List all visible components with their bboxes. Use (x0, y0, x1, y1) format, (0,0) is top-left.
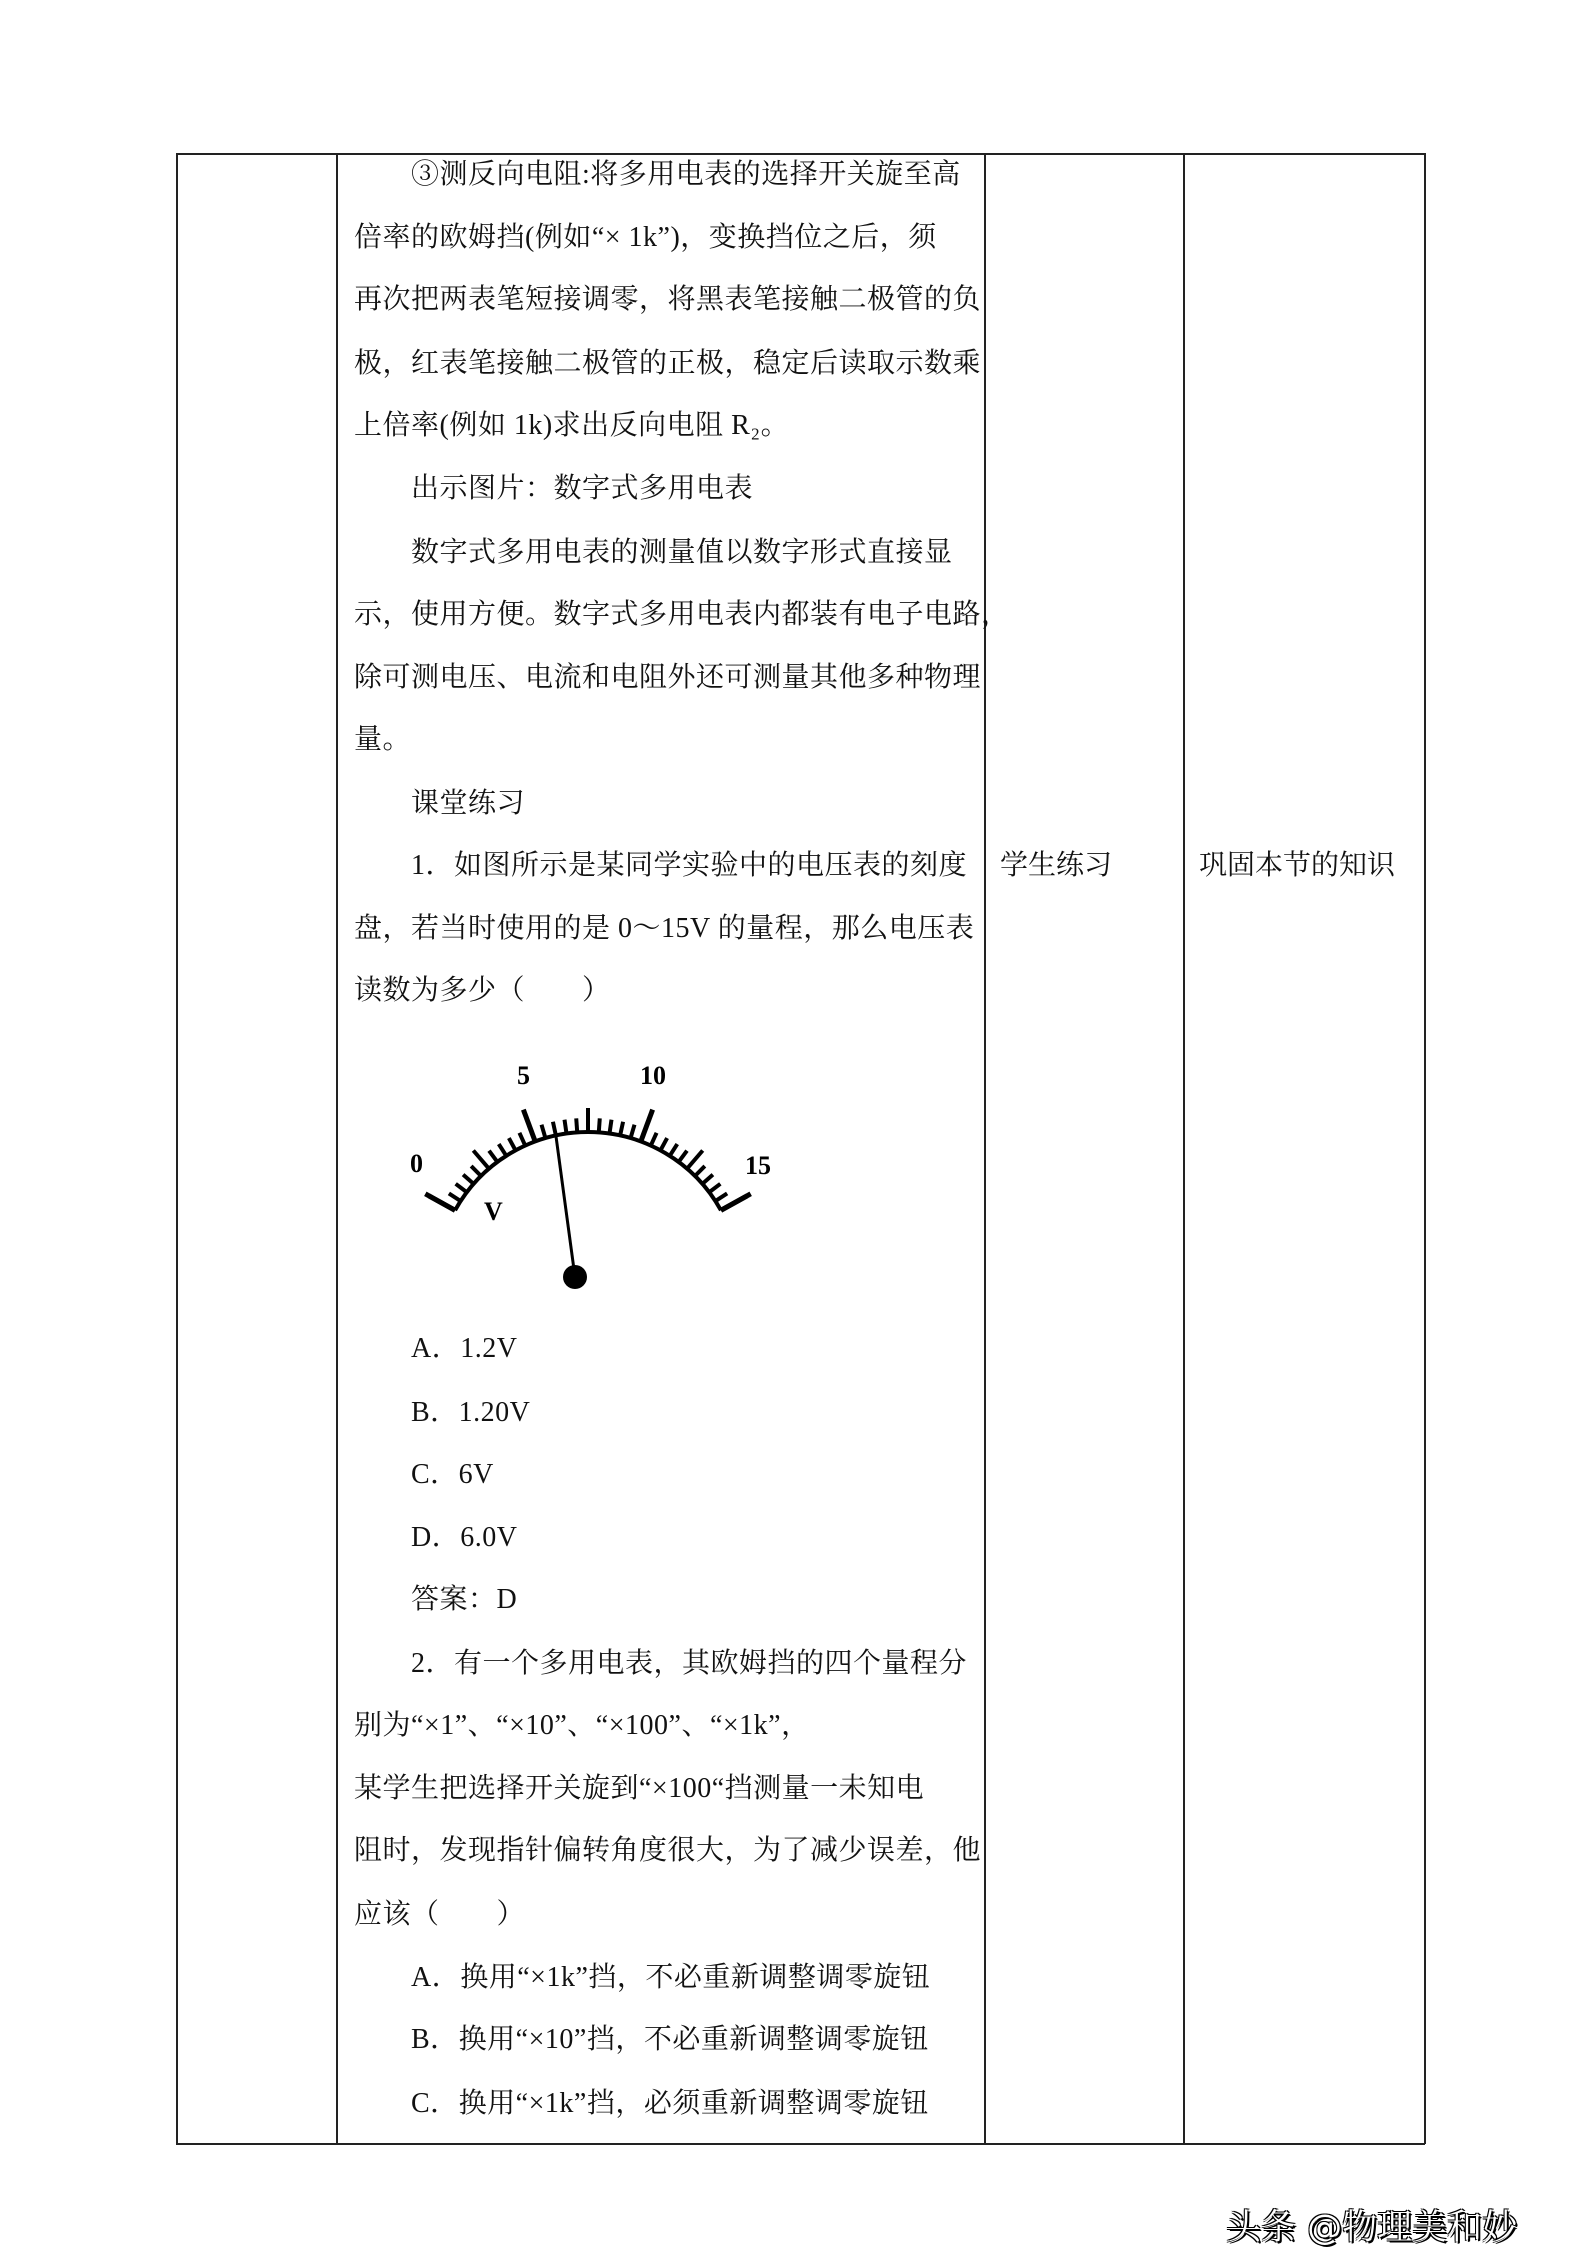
table-col-border (176, 153, 178, 2144)
dial-end-bracket (429, 1196, 455, 1211)
table-col-border (336, 153, 338, 2144)
dial-ticks (425, 1108, 750, 1210)
content-line: A．换用“×1k”挡，不必重新调整调零旋钮 (411, 1962, 931, 1993)
dial-tick (660, 1138, 667, 1150)
content-line: 极，红表笔接触二极管的正极，稳定后读取示数乘 (354, 348, 982, 379)
dial-tick (709, 1184, 720, 1192)
dial-label-0: 0 (410, 1149, 423, 1178)
content-line: B．1.20V (411, 1397, 531, 1428)
content-line: 答案：D (411, 1584, 518, 1615)
table-col-border (1183, 153, 1185, 2144)
content-line: 再次把两表笔短接调零，将黑表笔接触二极管的负 (354, 284, 982, 315)
table-col-border (1424, 153, 1426, 2144)
dial-label-5: 5 (517, 1061, 530, 1090)
dial-end-bracket (721, 1196, 747, 1211)
dial-needle (556, 1135, 575, 1277)
content-line: 量。 (354, 724, 412, 755)
dial-tick (670, 1144, 678, 1156)
content-line: 出示图片：数字式多用电表 (411, 473, 754, 504)
watermark: 头条 @物理美和妙 (1226, 2208, 1518, 2248)
dial-tick (715, 1193, 727, 1201)
content-line: 1．如图所示是某同学实验中的电压表的刻度 (411, 850, 968, 881)
dial-tick (687, 1151, 703, 1169)
dial-tick (576, 1118, 577, 1132)
content-line: 数字式多用电表的测量值以数字形式直接显 (411, 537, 953, 568)
dial-tick (641, 1110, 653, 1142)
table-bottom-border (176, 2143, 1425, 2145)
dial-tick (509, 1138, 516, 1150)
content-line: 某学生把选择开关旋到“×100“挡测量一未知电 (354, 1773, 925, 1804)
dial-tick (565, 1120, 567, 1134)
dial-tick (499, 1144, 507, 1156)
content-line: 上倍率(例如 1k)求出反向电阻 R₂。 (354, 410, 790, 441)
design-intent-text: 巩固本节的知识 (1199, 850, 1396, 881)
content-line: C．换用“×1k”挡，必须重新调整调零旋钮 (411, 2088, 929, 2119)
table-top-border (176, 153, 1425, 155)
content-line: 示，使用方便。数字式多用电表内都装有电子电路， (354, 599, 1010, 630)
dial-tick (679, 1151, 687, 1162)
table-col-border (984, 153, 986, 2144)
content-line: A．1.2V (411, 1333, 518, 1364)
dial-tick (631, 1125, 635, 1138)
needle-pivot (563, 1265, 587, 1289)
dial-tick (463, 1175, 474, 1184)
dial-tick (702, 1175, 713, 1184)
content-line: C．6V (411, 1459, 494, 1490)
dial-label-15: 15 (745, 1151, 771, 1180)
content-line: ③测反向电阻:将多用电表的选择开关旋至高 (411, 159, 961, 190)
voltmeter-dial-figure (400, 1050, 900, 1320)
content-line: 2．有一个多用电表，其欧姆挡的四个量程分 (411, 1648, 968, 1679)
dial-tick (695, 1166, 705, 1176)
content-line: 课堂练习 (411, 788, 526, 819)
dial-label-10: 10 (640, 1061, 666, 1090)
dial-tick (651, 1133, 657, 1146)
dial-tick (519, 1133, 525, 1146)
dial-tick (542, 1125, 546, 1138)
content-line: 读数为多少（ ） (354, 975, 611, 1006)
dial-tick (489, 1151, 497, 1162)
content-line: 应该（ ） (354, 1899, 526, 1930)
dial-tick (523, 1110, 535, 1142)
dial-unit-label: V (484, 1197, 503, 1226)
dial-tick (610, 1120, 612, 1134)
content-line: 阻时，发现指针偏转角度很大，为了减少误差，他 (354, 1835, 982, 1866)
student-activity-text: 学生练习 (1000, 850, 1113, 881)
content-line: 倍率的欧姆挡(例如“× 1k”)，变换挡位之后，须 (354, 222, 937, 253)
content-line: D．6.0V (411, 1522, 518, 1553)
dial-tick (599, 1118, 600, 1132)
content-line: 盘，若当时使用的是 0～15V 的量程，那么电压表 (354, 913, 975, 944)
content-line: B．换用“×10”挡，不必重新调整调零旋钮 (411, 2024, 929, 2055)
dial-tick (456, 1184, 467, 1192)
dial-tick (471, 1166, 481, 1176)
content-line: 除可测电压、电流和电阻外还可测量其他多种物理 (354, 662, 982, 693)
content-line: 别为“×1”、“×10”、“×100”、“×1k”， (354, 1710, 810, 1741)
dial-tick (449, 1193, 461, 1201)
dial-tick (620, 1122, 623, 1136)
dial-tick (553, 1122, 556, 1136)
dial-tick (473, 1151, 489, 1169)
